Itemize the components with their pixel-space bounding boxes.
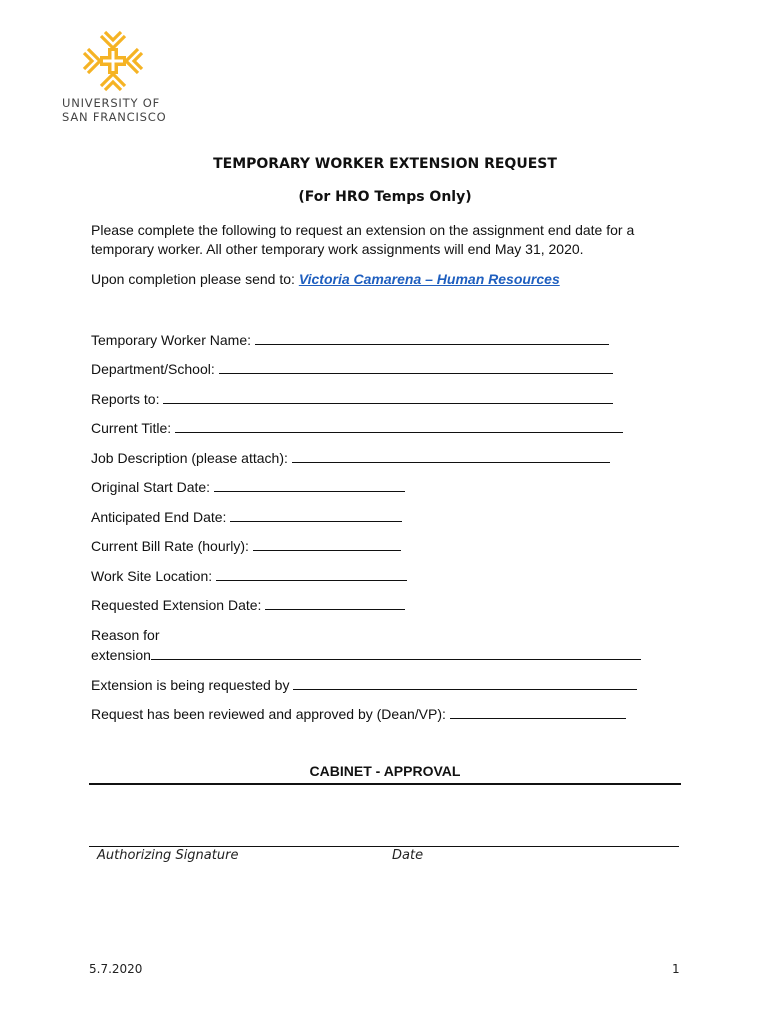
job-description-input[interactable] [292,449,610,463]
approved-by-field[interactable] [91,705,626,723]
current-title-input[interactable] [175,419,623,433]
department-label: Department/School: [91,361,215,377]
signature-line[interactable] [89,846,679,847]
current-title-field[interactable] [91,419,623,437]
original-start-field[interactable] [91,478,405,496]
work-site-label: Work Site Location: [91,568,213,584]
requested-extension-label: Requested Extension Date: [91,597,262,613]
requested-by-label: Extension is being requested by [91,677,290,693]
original-start-input[interactable] [214,478,405,492]
intro-paragraph: Please complete the following to request an extension on the assignment end date for a temporary worker. All other temporary work assignments will end May 31, 2020. [91,222,635,257]
requested-extension-field[interactable] [91,596,405,614]
bill-rate-field[interactable] [91,537,401,555]
reason-field[interactable] [91,646,641,664]
bill-rate-label: Current Bill Rate (hourly): [91,538,249,554]
work-site-input[interactable] [216,567,407,581]
reports-to-field[interactable] [91,390,613,408]
logo [62,30,172,124]
worker-name-label: Temporary Worker Name: [91,332,252,348]
page-number: 1 [672,962,680,976]
requested-by-input[interactable] [293,676,637,690]
reason-input[interactable] [151,646,641,660]
original-start-label: Original Start Date: [91,479,211,495]
cabinet-divider [89,783,681,785]
cabinet-heading: CABINET - APPROVAL [309,763,461,779]
date-label: Date [392,848,424,863]
bill-rate-input[interactable] [253,537,401,551]
worker-name-input[interactable] [255,331,609,345]
reason-label-line1: Reason for [91,627,160,643]
department-field[interactable] [91,360,613,378]
approved-by-input[interactable] [450,705,626,719]
form-title: TEMPORARY WORKER EXTENSION REQUEST [213,156,557,172]
logo-text: UNIVERSITY OF SAN FRANCISCO [62,96,167,124]
requested-by-field[interactable] [91,676,637,694]
department-input[interactable] [219,360,613,374]
requested-extension-input[interactable] [265,596,405,610]
anticipated-end-field[interactable] [91,508,402,526]
send-to-label: Upon completion please send to: [91,271,295,287]
reason-label-line2: extension [91,647,151,663]
current-title-label: Current Title: [91,420,172,436]
approved-by-label: Request has been reviewed and approved by (Dean/VP): [91,706,446,722]
job-description-field[interactable] [91,449,610,467]
send-to-line [91,270,691,289]
reports-to-input[interactable] [163,390,613,404]
job-description-label: Job Description (please attach): [91,450,288,466]
anticipated-end-label: Anticipated End Date: [91,509,227,525]
signature-label: Authorizing Signature [97,848,239,863]
work-site-field[interactable] [91,567,407,585]
usf-logo-icon [82,30,144,92]
send-to-link[interactable]: Victoria Camarena – Human Resources [298,271,560,287]
anticipated-end-input[interactable] [230,508,402,522]
reports-to-label: Reports to: [91,391,160,407]
worker-name-field[interactable] [91,331,609,349]
footer-date: 5.7.2020 [89,962,143,976]
form-subtitle: (For HRO Temps Only) [298,189,472,205]
